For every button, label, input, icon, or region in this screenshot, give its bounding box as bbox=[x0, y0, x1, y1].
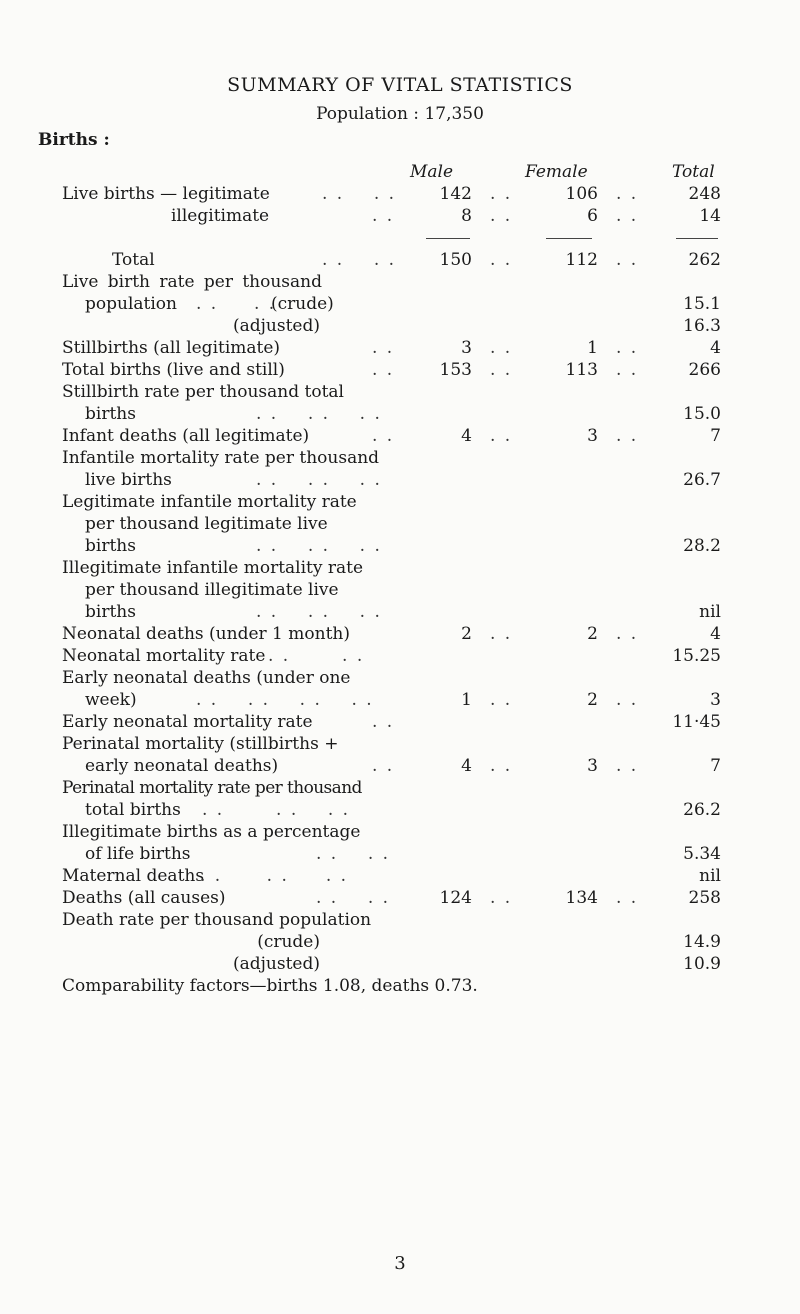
row-stillbirth-rate-2: births . . . . . . 15.0 bbox=[85, 404, 721, 424]
total-value: 7 bbox=[710, 426, 721, 446]
row-maternal-deaths: Maternal deaths . . . . . . nil bbox=[62, 866, 721, 886]
male-value: 3 bbox=[461, 338, 472, 358]
total-value: 14 bbox=[699, 206, 721, 226]
female-value: 113 bbox=[565, 360, 598, 380]
total-value: nil bbox=[699, 602, 721, 622]
total-value: 15.1 bbox=[683, 294, 721, 314]
total-value: 7 bbox=[710, 756, 721, 776]
row-legit-infantile-1 bbox=[0, 491, 800, 513]
row-label: Deaths (all causes) bbox=[62, 888, 226, 908]
total-value: nil bbox=[699, 866, 721, 886]
female-value: 6 bbox=[587, 206, 598, 226]
total-value: 258 bbox=[688, 888, 721, 908]
statistics-table bbox=[0, 183, 800, 997]
section-heading-births: Births : bbox=[38, 130, 110, 150]
row-stillbirths: Stillbirths (all legitimate) . . 3 . . 1 . . 4 bbox=[62, 338, 721, 358]
female-value: 3 bbox=[587, 756, 598, 776]
row-label: total births bbox=[85, 800, 181, 820]
row-total: Total . . . . 150 . . 112 . . 262 bbox=[112, 250, 721, 270]
row-label: (crude) bbox=[257, 932, 320, 952]
row-illegit-infantile-3: births . . . . . . nil bbox=[85, 602, 721, 622]
row-label: births bbox=[85, 404, 136, 424]
row-perinatal-2: early neonatal deaths) . . 4 . . 3 . . 7 bbox=[85, 756, 721, 776]
row-live-birth-rate-adjusted bbox=[0, 315, 800, 337]
population-line: Population : 17,350 bbox=[316, 104, 484, 124]
row-neonatal-deaths: Neonatal deaths (under 1 month) 2 . . 2 . . 4 bbox=[62, 624, 721, 644]
page-title: SUMMARY OF VITAL STATISTICS bbox=[227, 74, 573, 96]
row-label: (adjusted) bbox=[232, 316, 320, 336]
page-number: 3 bbox=[394, 1253, 406, 1274]
row-illegitimate: illegitimate . . 8 . . 6 . . 14 bbox=[171, 206, 721, 226]
row-early-neonatal-rate: Early neonatal mortality rate . . 11·45 bbox=[62, 712, 721, 732]
row-illegit-pct-1 bbox=[0, 821, 800, 843]
row-illegit-pct-2: of life births . . . . 5.34 bbox=[85, 844, 721, 864]
row-early-neonatal-2: week) . . . . . . . . 1 . . 2 . . 3 bbox=[85, 690, 721, 710]
row-label: births bbox=[85, 536, 136, 556]
male-value: 1 bbox=[461, 690, 472, 710]
row-label: Death rate per thousand population bbox=[62, 910, 372, 930]
row-label: (adjusted) bbox=[232, 954, 320, 974]
male-value: 153 bbox=[439, 360, 472, 380]
header-total: Total bbox=[672, 162, 715, 182]
row-perinatal-rate-1 bbox=[0, 777, 800, 799]
row-perinatal-1 bbox=[0, 733, 800, 755]
divider bbox=[546, 238, 592, 239]
male-value: 142 bbox=[439, 184, 472, 204]
male-value: 8 bbox=[461, 206, 472, 226]
row-legit-infantile-3: births . . . . . . 28.2 bbox=[85, 536, 721, 556]
header-male: Male bbox=[410, 162, 454, 182]
female-value: 2 bbox=[587, 690, 598, 710]
female-value: 134 bbox=[565, 888, 598, 908]
subtotal-rule-row bbox=[0, 227, 800, 249]
row-label: Stillbirth rate per thousand total bbox=[62, 382, 344, 402]
female-value: 112 bbox=[565, 250, 598, 270]
male-value: 2 bbox=[461, 624, 472, 644]
row-live-legitimate: Live births — legitimate . . . . 142 . . 106 . . 248 bbox=[62, 184, 721, 204]
male-value: 4 bbox=[461, 426, 472, 446]
total-value: 14.9 bbox=[683, 932, 721, 952]
row-label-note: (crude) bbox=[271, 294, 334, 314]
total-value: 5.34 bbox=[683, 844, 721, 864]
row-label: Early neonatal mortality rate bbox=[62, 712, 313, 732]
divider bbox=[426, 238, 470, 239]
female-value: 106 bbox=[565, 184, 598, 204]
total-value: 26.2 bbox=[683, 800, 721, 820]
row-label: Comparability factors—births 1.08, deaths 0.73. bbox=[62, 976, 478, 996]
total-value: 26.7 bbox=[683, 470, 721, 490]
male-value: 150 bbox=[439, 250, 472, 270]
row-label: Live birth rate per thousand bbox=[62, 272, 322, 292]
column-headers bbox=[0, 162, 800, 184]
row-label: population bbox=[85, 294, 177, 314]
row-label: births bbox=[85, 602, 136, 622]
row-label: Perinatal mortality (stillbirths + bbox=[62, 734, 339, 754]
row-death-rate-adjusted bbox=[0, 953, 800, 975]
row-label: Stillbirths (all legitimate) bbox=[62, 338, 281, 358]
row-label: Total bbox=[112, 250, 155, 270]
total-value: 4 bbox=[710, 338, 721, 358]
total-value: 28.2 bbox=[683, 536, 721, 556]
row-early-neonatal-1 bbox=[0, 667, 800, 689]
row-label: Perinatal mortality rate per thousand bbox=[62, 778, 362, 798]
total-value: 10.9 bbox=[683, 954, 721, 974]
row-label: Infantile mortality rate per thousand bbox=[62, 448, 380, 468]
row-illegit-infantile-1 bbox=[0, 557, 800, 579]
total-value: 266 bbox=[688, 360, 721, 380]
total-value: 15.0 bbox=[683, 404, 721, 424]
row-label: Total births (live and still) bbox=[62, 360, 285, 380]
row-label: live births bbox=[85, 470, 172, 490]
female-value: 3 bbox=[587, 426, 598, 446]
male-value: 124 bbox=[439, 888, 472, 908]
total-value: 11·45 bbox=[672, 712, 721, 732]
row-deaths: Deaths (all causes) . . . . 124 . . 134 . . 258 bbox=[62, 888, 721, 908]
total-value: 3 bbox=[710, 690, 721, 710]
header-female: Female bbox=[525, 162, 588, 182]
row-comparability bbox=[0, 975, 800, 997]
total-value: 16.3 bbox=[683, 316, 721, 336]
row-stillbirth-rate-1 bbox=[0, 381, 800, 403]
row-label: early neonatal deaths) bbox=[85, 756, 279, 776]
row-label: of life births bbox=[85, 844, 191, 864]
row-death-rate-crude bbox=[0, 931, 800, 953]
row-label: Infant deaths (all legitimate) bbox=[62, 426, 310, 446]
row-live-birth-rate-crude: population . . . . (crude) bbox=[85, 294, 334, 314]
row-label: Illegitimate births as a percentage bbox=[62, 822, 361, 842]
row-total-births: Total births (live and still) . . 153 . . 113 . . 266 bbox=[62, 360, 721, 380]
row-live-birth-rate-values bbox=[0, 293, 800, 315]
row-label: Live births — legitimate bbox=[62, 184, 270, 204]
row-label: per thousand illegitimate live bbox=[85, 580, 339, 600]
row-label: Neonatal deaths (under 1 month) bbox=[62, 624, 350, 644]
row-death-rate-1 bbox=[0, 909, 800, 931]
row-perinatal-rate-2: total births . . . . . . 26.2 bbox=[85, 800, 721, 820]
total-value: 248 bbox=[688, 184, 721, 204]
row-label: Legitimate infantile mortality rate bbox=[62, 492, 357, 512]
total-value: 262 bbox=[688, 250, 721, 270]
female-value: 2 bbox=[587, 624, 598, 644]
row-label: Early neonatal deaths (under one bbox=[62, 668, 351, 688]
row-label: Neonatal mortality rate bbox=[62, 646, 266, 666]
row-label: Illegitimate infantile mortality rate bbox=[62, 558, 364, 578]
male-value: 4 bbox=[461, 756, 472, 776]
row-label: illegitimate bbox=[171, 206, 270, 226]
row-live-birth-rate-1 bbox=[0, 271, 800, 293]
row-infantile-mortality-1 bbox=[0, 447, 800, 469]
row-neonatal-rate: Neonatal mortality rate . . . . 15.25 bbox=[62, 646, 721, 666]
row-infant-deaths: Infant deaths (all legitimate) . . 4 . . 3 . . 7 bbox=[62, 426, 721, 446]
row-label: Maternal deaths bbox=[62, 866, 205, 886]
total-value: 4 bbox=[710, 624, 721, 644]
row-legit-infantile-2 bbox=[0, 513, 800, 535]
row-label: week) bbox=[85, 690, 137, 710]
divider bbox=[676, 238, 718, 239]
row-label: per thousand legitimate live bbox=[85, 514, 328, 534]
female-value: 1 bbox=[587, 338, 598, 358]
total-value: 15.25 bbox=[672, 646, 721, 666]
row-infantile-mortality-2: live births . . . . . . 26.7 bbox=[85, 470, 721, 490]
row-illegit-infantile-2 bbox=[0, 579, 800, 601]
